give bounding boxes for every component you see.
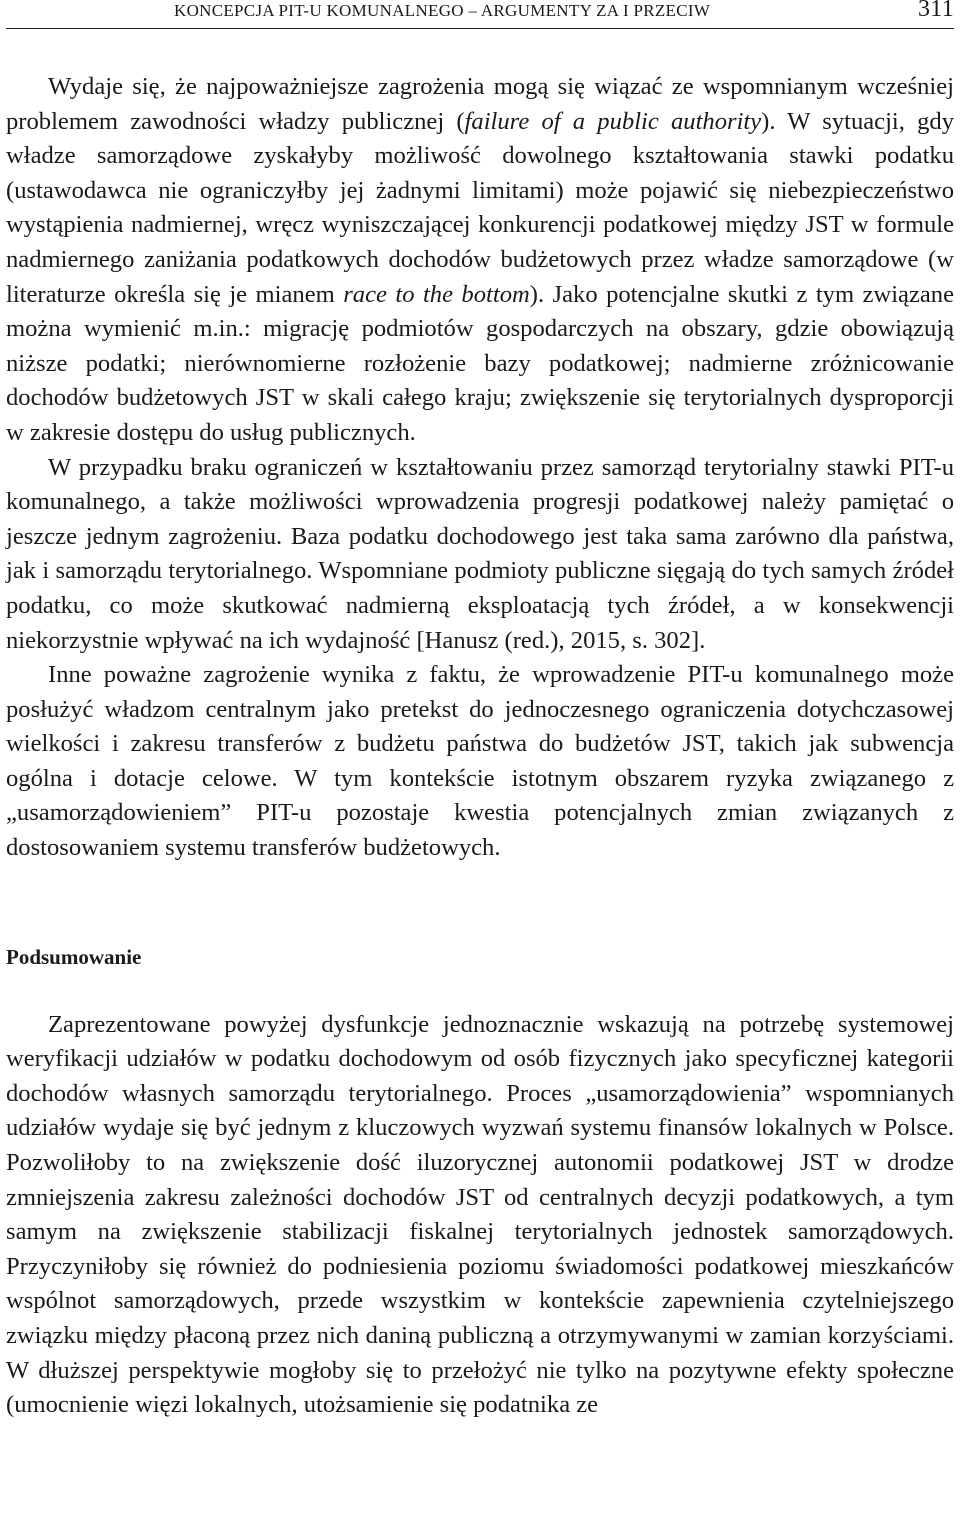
running-head — [6, 0, 954, 29]
paragraph-transfers: Inne poważne zagrożenie wynika z faktu, że wprowadzenie PIT-u komunalnego może posłużyć władzom centralnym jako pretekst do jednoczesnego ograniczenia dotychczasowej wielkości i zakresu transferów z budżetu państwa do budżetów JST, takich jak subwencja ogólna i dotacje celowe. W tym kontekście istotnym obszarem ryzyka związanego z „usamorządowieniem” PIT-u pozostaje kwestia potencjalnych zmian związanych z dostosowaniem systemu transferów budżetowych. — [6, 661, 954, 862]
running-head-title: KONCEPCJA PIT-U KOMUNALNEGO – ARGUMENTY ZA I PRZECIW — [174, 1, 711, 20]
page-number: 311 — [917, 0, 954, 22]
paragraph-threats: Wydaje się, że najpoważniejsze zagrożenia mogą się wiązać ze wspomnianym wcześniej problemem zawodności władzy publicznej (failure of a public authority). W sytuacji, gdy władze samorządowe zyskałyby możliwość dowolnego kształtowania stawki podatku (ustawodawca nie ograniczyłby jej żadnymi limitami) może pojawić się niebezpieczeństwo wystąpienia nadmiernej, wręcz wyniszczającej konkurencji podatkowej między JST w formule nadmiernego zaniżania podatkowych dochodów budżetowych przez władze samorządowe (w literaturze określa się je mianem race to the bottom). Jako potencjalne skutki z tym związane można wymienić m.in.: migrację podmiotów gospodarczych na obszary, gdzie obowiązują niższe podatki; nierównomierne rozłożenie bazy podatkowej; nadmierne zróżnicowanie dochodów budżetowych JST w skali całego kraju; zwiększenie się terytorialnych dysproporcji w zakresie dostępu do usług publicznych. — [6, 73, 954, 446]
section-heading: Podsumowanie — [6, 944, 142, 969]
page-body — [6, 70, 954, 1423]
paragraph-tax-base: W przypadku braku ograniczeń w kształtowaniu przez samorząd terytorialny stawki PIT-u komunalnego, a także możliwości wprowadzenia progresji podatkowej należy pamiętać o jeszcze jednym zagrożeniu. Baza podatku dochodowego jest taka sama zarówno dla państwa, jak i samorządu terytorialnego. Wspomniane podmioty publiczne sięgają do tych samych źródeł podatku, co może skutkować nadmierną eksploatacją tych źródeł, a w konsekwencji niekorzystnie wpływać na ich wydajność [Hanusz (red.), 2015, s. 302]. — [6, 453, 954, 654]
paragraph-summary: Zaprezentowane powyżej dysfunkcje jednoznacznie wskazują na potrzebę systemowej weryfikacji udziałów w podatku dochodowym od osób fizycznych jako specyficznej kategorii dochodów własnych samorządu terytorialnego. Proces „usamorządowienia” wspomnianych udziałów wydaje się być jednym z kluczowych wyzwań systemu finansów lokalnych w Polsce. Pozwoliłoby to na zwiększenie dość iluzorycznej autonomii podatkowej JST w drodze zmniejszenia zakresu zależności dochodów JST od centralnych decyzji podatkowych, a tym samym na zwiększenie stabilizacji fiskalnej terytorialnych jednostek samorządowych. Przyczyniłoby się również do podniesienia poziomu świadomości podatkowej mieszkańców wspólnot samorządowych, przede wszystkim w kontekście zapewnienia czytelniejszego związku między płaconą przez nich daniną publiczną a otrzymywanymi w zamian korzyściami. W dłuższej perspektywie mogłoby się to przełożyć nie tylko na pozytywne efekty społeczne (umocnienie więzi lokalnych, utożsamienie się podatnika ze — [6, 1010, 954, 1419]
